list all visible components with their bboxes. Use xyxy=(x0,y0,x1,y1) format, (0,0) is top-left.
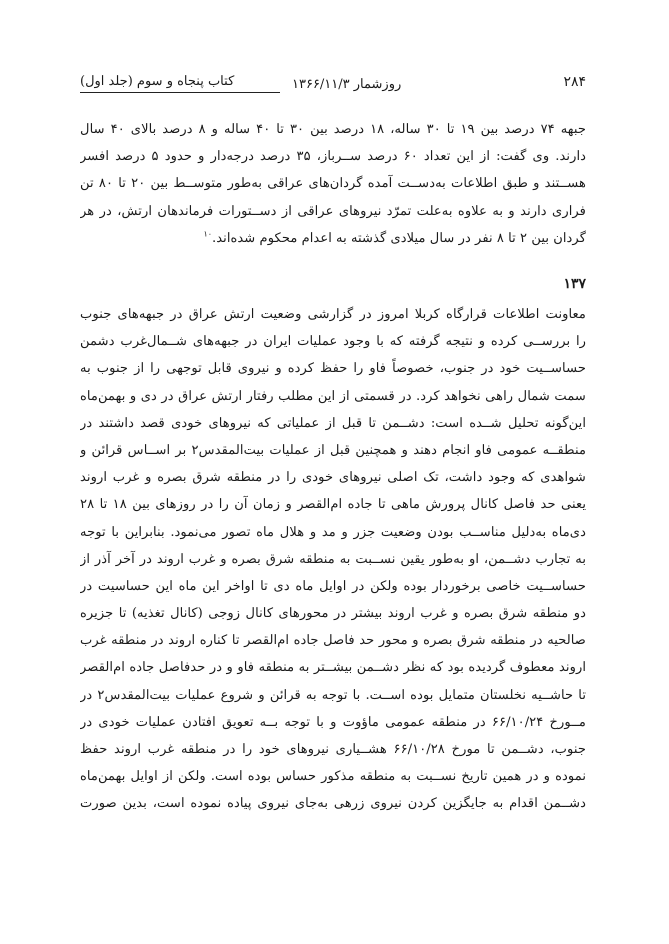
text-line: معاونت اطلاعات قرارگاه کربلا امروز در گزارشی وضعیت ارتش عراق در جبهه‌های جنوب xyxy=(80,307,586,322)
text-line: دی‌ماه به‌دلیل مناســب بودن وضعیت جزر و مد و هلال ماه تصور می‌نمود. بنابراین با توجه xyxy=(80,524,586,540)
text-line: مــورخ ۶۶/۱۰/۲۴ در منطقه عمومی ماؤوت و با توجه بــه تعویق افتادن عملیات خودی در xyxy=(80,714,586,730)
text-line: منطقــه عمومی فاو انجام دهند و همچنین قبل از عملیات بیت‌المقدس۲ بر اســاس قرائن و xyxy=(80,442,586,458)
text-line: دارند. وی گفت: از این تعداد ۶۰ درصد ســرباز، ۳۵ درصد درجه‌دار و حدود ۵ درصد افسر xyxy=(80,149,586,165)
header-date: روزشمار ۱۳۶۶/۱۱/۳ xyxy=(292,77,402,92)
text-line: دو منطقه شرق بصره و غرب اروند بیشتر در محورهای کانال زوجی (کانال تغذیه) تا جزیره xyxy=(80,606,586,622)
section-number: ۱۳۷ xyxy=(563,276,586,292)
text-line: هســتند و طبق اطلاعات به‌دســت آمده گردان‌های عراقی به‌طور متوســط بین ۲۰ تا ۸۰ تن xyxy=(80,176,586,192)
text-line: به تجارب دشــمن، او به‌طور یقین نســبت به منطقه شرق بصره و غرب اروند در آخر آذر از xyxy=(80,551,586,567)
page-number: ۲۸۴ xyxy=(563,74,586,90)
text-line: شواهدی که وجود داشت، تک اصلی نیروهای خودی را در منطقه شرق بصره و غرب اروند xyxy=(80,470,586,486)
running-header xyxy=(80,74,586,96)
header-rule xyxy=(80,92,280,93)
text-line: جبهه ۷۴ درصد بین ۱۹ تا ۳۰ ساله، ۱۸ درصد بین ۳۰ تا ۴۰ ساله و ۸ درصد بالای ۴۰ سال xyxy=(80,122,586,137)
text-line: دشــمن اقدام به جایگزین کردن نیروی زرهی به‌جای نیروی پیاده نموده است، بدین صورت xyxy=(80,796,586,812)
text-line: تا حاشــیه نخلستان متمایل بوده اســت. با توجه به قرائن و شروع عملیات بیت‌المقدس۲ در xyxy=(80,687,586,703)
text-line: حساســیت خاصی برخوردار بوده ولکن در اوایل ماه دی تا اواخر این ماه این حساسیت در xyxy=(80,578,586,594)
text-line-last xyxy=(80,225,586,252)
footnote-reference: ۱۰ xyxy=(203,229,213,239)
text-line: سمت شمال راهی نخواهد کرد. در قسمتی از این مطلب رفتار ارتش عراق در دی و بهمن‌ماه xyxy=(80,388,586,404)
text-line: اروند معطوف گردیده بود که نظر دشــمن بیشــتر به منطقه فاو و در حدفاصل جاده ام‌القصر xyxy=(80,660,586,676)
text-line: حساســیت خود در جنوب، خصوصاً فاو را حفظ کرده و نیروی قابل توجهی را از جنوب به xyxy=(80,361,586,377)
text-line: فراری دارند و به علاوه به‌علت تمرّد نیروهای عراقی از دســتورات فرماندهان ارتش، در هر xyxy=(80,203,586,219)
text-line: صالحیه در منطقه شرق بصره و محور حد فاصل جاده ام‌القصر تا کناره اروند در منطقه غرب xyxy=(80,633,586,649)
book-title: کتاب پنجاه و سوم (جلد اول) xyxy=(80,74,235,89)
text-line: این‌گونه تحلیل شــده است: دشــمن تا قبل از عملیاتی که نیروهای خودی قصد داشتند در xyxy=(80,415,586,431)
text-line: را بررســی کرده و نتیجه گرفته که با وجود عملیات ایران در جبهه‌های شــمال‌غرب دشمن xyxy=(80,334,586,350)
text-line: نموده و در همین تاریخ نســبت به منطقه مذکور حساس بوده است. ولکن از اوایل بهمن‌ماه xyxy=(80,769,586,785)
paragraph-137 xyxy=(80,301,586,818)
text-line: جنوب، دشــمن تا مورخ ۶۶/۱۰/۲۸ هشــیاری نیروهای خود را در منطقه غرب اروند حفظ xyxy=(80,742,586,757)
text-line: یعنی حد فاصل کانال پرورش ماهی تا جاده ام‌القصر و زمان آن را در روزهای بین ۱۸ تا ۲۸ xyxy=(80,497,586,513)
paragraph-continued xyxy=(80,116,586,252)
text-line: گردان بین ۲ تا ۸ نفر در سال میلادی گذشته به اعدام محکوم شده‌اند. xyxy=(212,230,586,246)
